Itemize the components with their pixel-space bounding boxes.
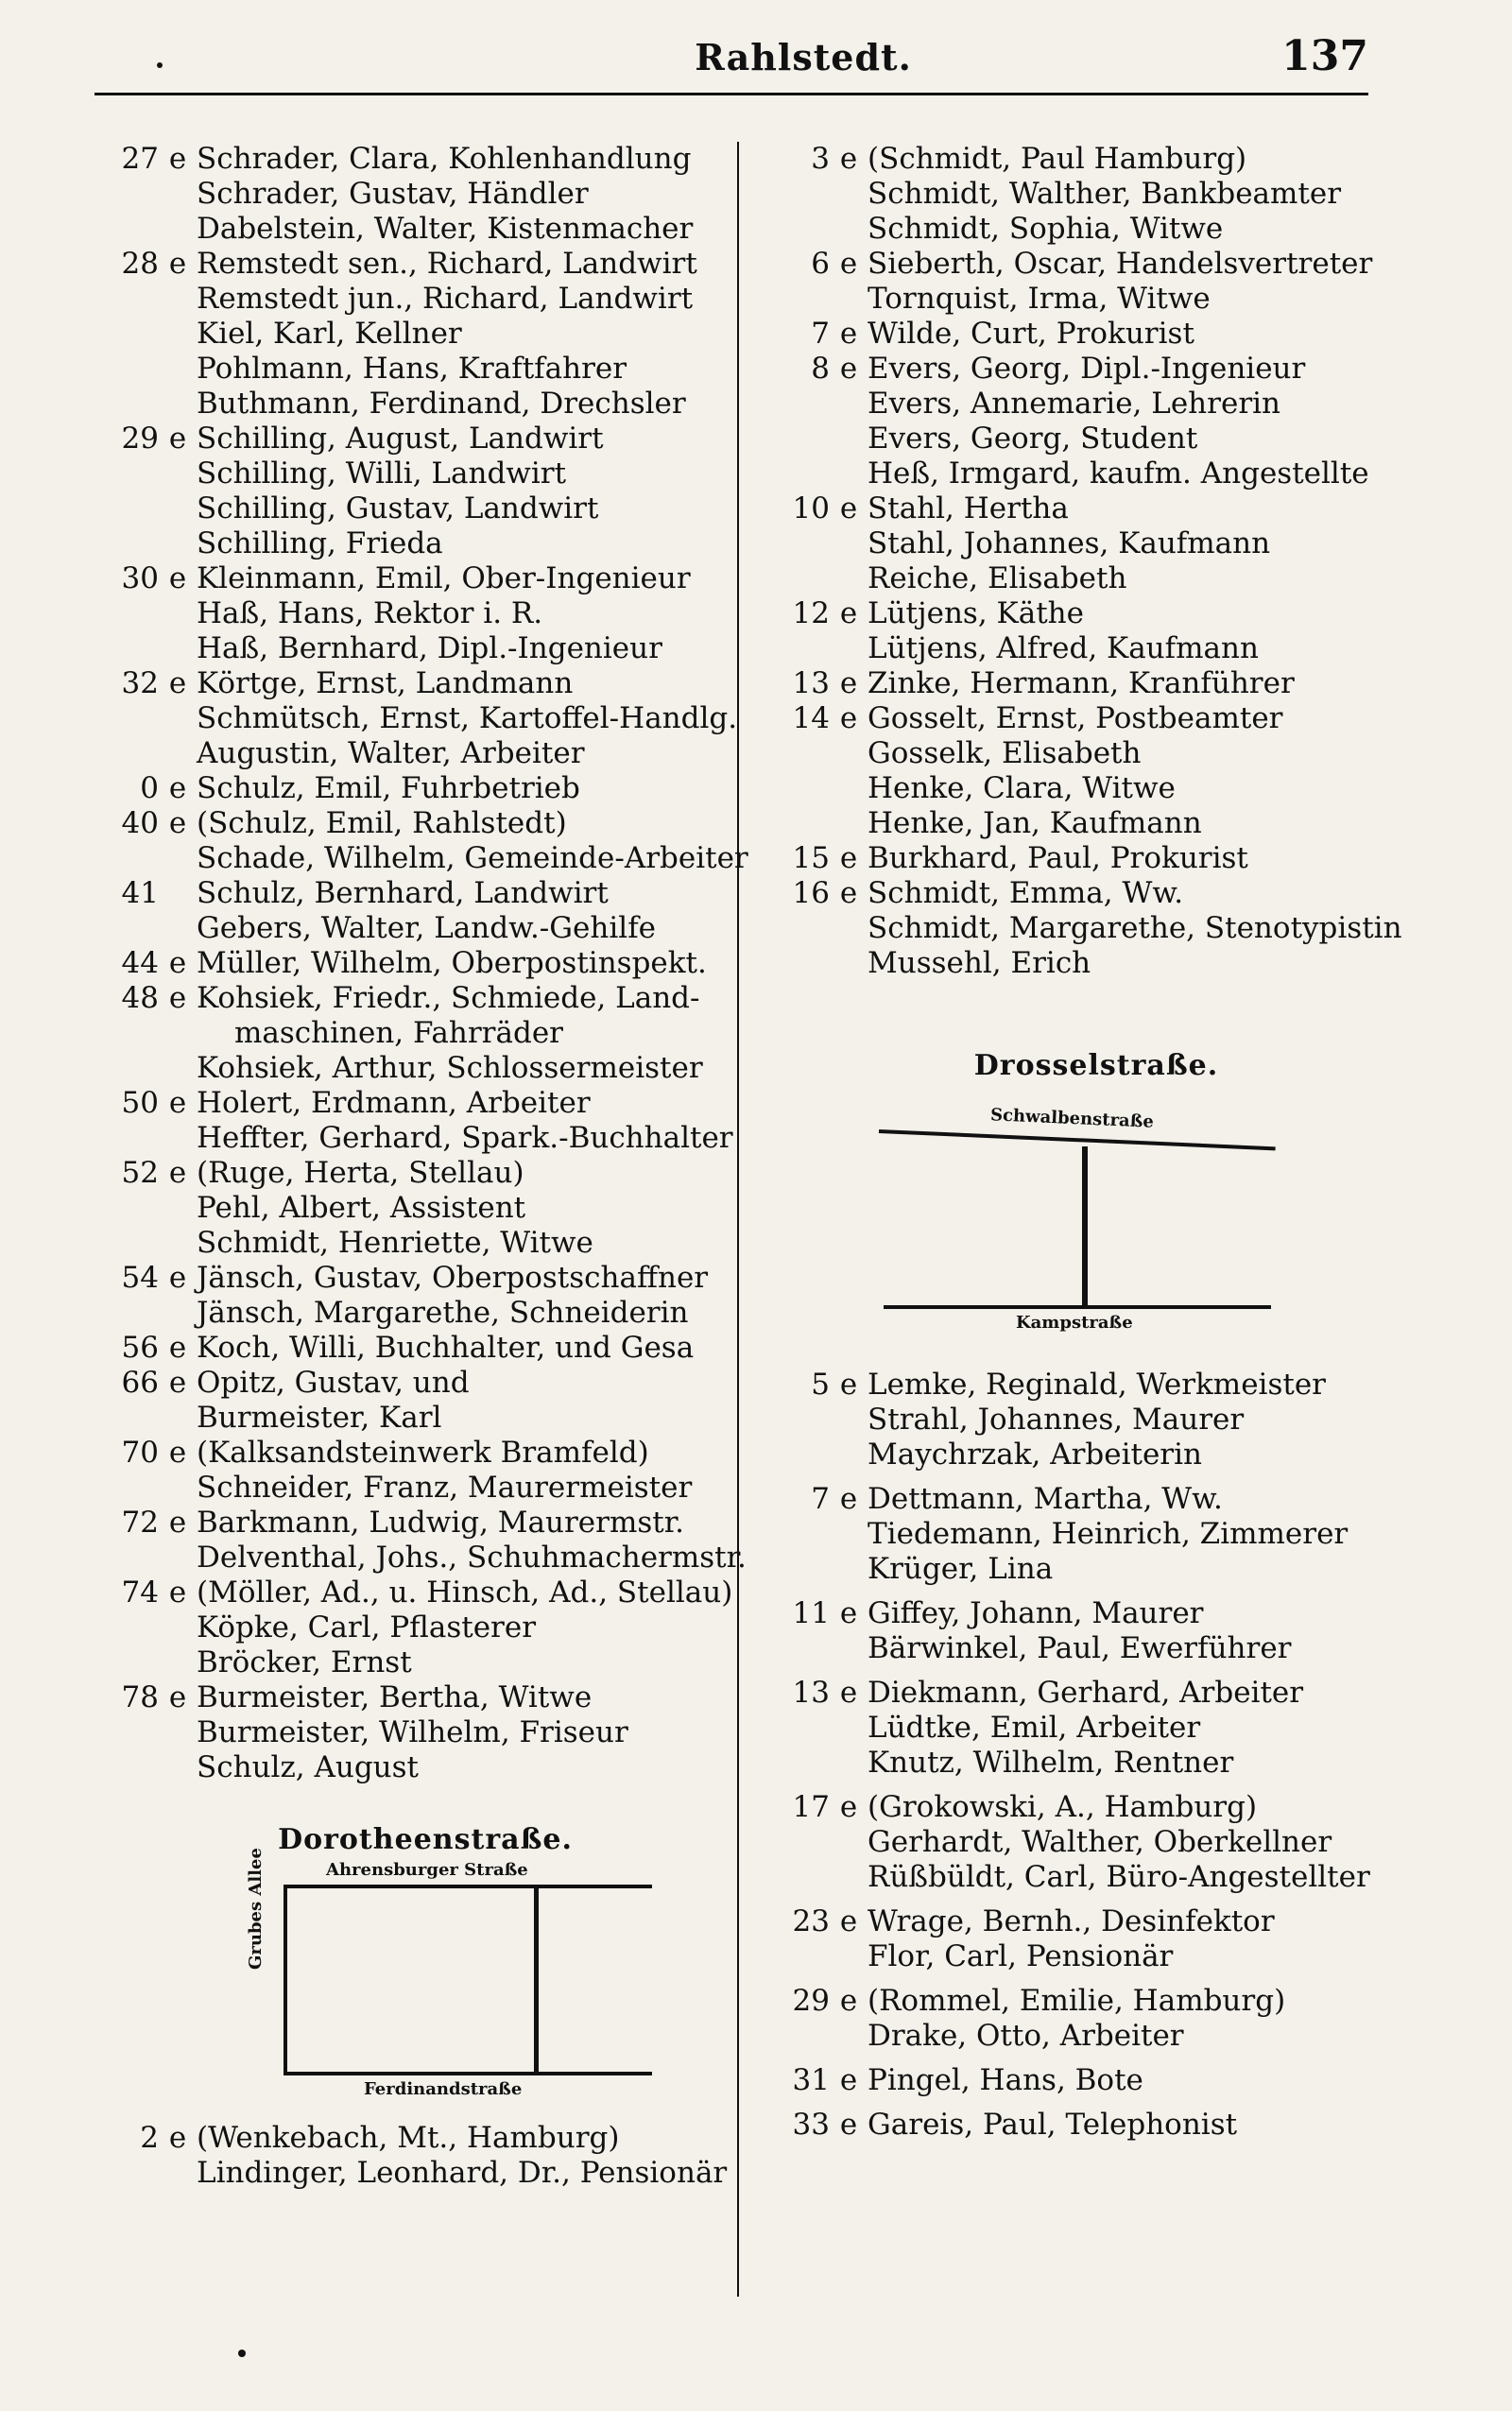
map-top-street-label: Schwalbenstraße xyxy=(989,1105,1155,1132)
resident-text: Rüßbüldt, Carl, Büro-Angestellter xyxy=(868,1860,1370,1894)
house-number: 13 xyxy=(792,1676,830,1710)
left-entry-list xyxy=(104,142,747,1785)
drossel-map xyxy=(775,1092,1418,1333)
directory-entry xyxy=(104,981,747,1016)
house-number: 48 xyxy=(121,981,159,1015)
owner-mark: e xyxy=(839,666,858,700)
house-number: 17 xyxy=(792,1790,830,1824)
house-number: 3 xyxy=(811,142,830,176)
directory-entry xyxy=(104,1261,747,1296)
resident-text: (Ruge, Herta, Stellau) xyxy=(197,1156,524,1190)
owner-mark: e xyxy=(168,1156,187,1190)
owner-mark: e xyxy=(839,596,858,630)
resident-text: Burmeister, Bertha, Witwe xyxy=(197,1680,593,1714)
house-number: 78 xyxy=(121,1680,159,1714)
resident-text: Delventhal, Johs., Schuhmachermstr. xyxy=(197,1541,747,1575)
resident-text: Schade, Wilhelm, Gemeinde-Arbeiter xyxy=(197,841,748,875)
resident-text: (Schulz, Emil, Rahlstedt) xyxy=(197,806,567,840)
resident-text: Pohlmann, Hans, Kraftfahrer xyxy=(197,352,627,386)
owner-mark: e xyxy=(168,1436,187,1470)
resident-text: Burkhard, Paul, Prokurist xyxy=(868,841,1248,875)
resident-text: (Möller, Ad., u. Hinsch, Ad., Stellau) xyxy=(197,1576,733,1610)
resident-text: Schrader, Gustav, Händler xyxy=(197,177,589,211)
entry-gap xyxy=(775,1587,1418,1596)
owner-mark: e xyxy=(168,561,187,595)
directory-entry xyxy=(104,1576,747,1610)
resident-text: Giffey, Johann, Maurer xyxy=(868,1596,1204,1630)
directory-entry xyxy=(775,2108,1418,2143)
directory-entry xyxy=(104,1645,747,1680)
directory-entry xyxy=(104,946,747,981)
directory-entry xyxy=(775,2019,1418,2054)
house-number: 52 xyxy=(121,1156,159,1190)
owner-mark: e xyxy=(168,1261,187,1295)
directory-entry xyxy=(775,1860,1418,1895)
resident-text: Remstedt jun., Richard, Landwirt xyxy=(197,282,694,316)
directory-entry xyxy=(104,2121,747,2156)
directory-entry xyxy=(104,1121,747,1156)
directory-entry xyxy=(104,526,747,561)
map-bottom-street-label: Kampstraße xyxy=(1016,1313,1133,1333)
dorotheen-heading: Dorotheenstraße. xyxy=(278,1823,573,1856)
directory-entry xyxy=(775,1746,1418,1781)
directory-entry xyxy=(104,631,747,666)
resident-text: Zinke, Hermann, Kranführer xyxy=(868,666,1295,700)
house-number: 14 xyxy=(792,701,830,735)
entry-gap xyxy=(775,1472,1418,1482)
map-top-street-line xyxy=(879,1129,1276,1150)
resident-text: Koch, Willi, Buchhalter, und Gesa xyxy=(197,1331,695,1365)
directory-entry xyxy=(104,1191,747,1226)
map-bottom-street-line xyxy=(884,1305,1271,1309)
owner-mark: e xyxy=(839,1790,858,1824)
resident-text: Evers, Georg, Student xyxy=(868,422,1198,456)
directory-entry xyxy=(775,1438,1418,1472)
resident-text: Jänsch, Gustav, Oberpostschaffner xyxy=(197,1261,709,1295)
entry-gap xyxy=(775,1781,1418,1790)
resident-text: Krüger, Lina xyxy=(868,1552,1054,1586)
directory-entry xyxy=(104,1226,747,1261)
resident-text: Schilling, Willi, Landwirt xyxy=(197,456,567,491)
owner-mark: e xyxy=(168,422,187,456)
owner-mark: e xyxy=(839,1368,858,1402)
resident-text: Schmidt, Walther, Bankbeamter xyxy=(868,177,1342,211)
resident-text: Körtge, Ernst, Landmann xyxy=(197,666,574,700)
resident-text: Tornquist, Irma, Witwe xyxy=(868,282,1211,316)
resident-text: Evers, Annemarie, Lehrerin xyxy=(868,387,1281,421)
directory-entry xyxy=(104,701,747,736)
directory-entry xyxy=(104,1296,747,1331)
directory-entry xyxy=(104,841,747,876)
directory-entry xyxy=(104,1051,747,1086)
resident-text: (Rommel, Emilie, Hamburg) xyxy=(868,1984,1286,2018)
resident-text: (Grokowski, A., Hamburg) xyxy=(868,1790,1258,1824)
directory-entry xyxy=(775,946,1418,981)
directory-entry xyxy=(775,1596,1418,1631)
owner-mark: e xyxy=(839,1596,858,1630)
resident-text: Gerhardt, Walther, Oberkellner xyxy=(868,1825,1332,1859)
directory-entry xyxy=(775,352,1418,387)
directory-entry xyxy=(104,736,747,771)
resident-text: Lüdtke, Emil, Arbeiter xyxy=(868,1711,1201,1745)
directory-entry xyxy=(104,212,747,247)
house-number: 16 xyxy=(792,876,830,910)
directory-entry xyxy=(775,666,1418,701)
owner-mark: e xyxy=(168,806,187,840)
house-number: 15 xyxy=(792,841,830,875)
map-left-street-label: Grubes Allee xyxy=(246,1848,266,1970)
directory-entry xyxy=(775,561,1418,596)
directory-entry xyxy=(775,1904,1418,1939)
directory-entry xyxy=(775,1368,1418,1403)
directory-entry xyxy=(775,911,1418,946)
directory-entry xyxy=(775,526,1418,561)
owner-mark: e xyxy=(839,1676,858,1710)
resident-text: Bärwinkel, Paul, Ewerführer xyxy=(868,1631,1292,1665)
resident-text: Schilling, Gustav, Landwirt xyxy=(197,491,599,525)
owner-mark: e xyxy=(839,1984,858,2018)
directory-entry xyxy=(775,1482,1418,1517)
directory-entry xyxy=(775,736,1418,771)
owner-mark: e xyxy=(168,1366,187,1400)
directory-entry xyxy=(775,456,1418,491)
resident-text: Strahl, Johannes, Maurer xyxy=(868,1403,1245,1437)
resident-text: Gebers, Walter, Landw.-Gehilfe xyxy=(197,911,657,945)
resident-text: Heß, Irmgard, kaufm. Angestellte xyxy=(868,456,1369,491)
owner-mark: e xyxy=(168,142,187,176)
house-number: 10 xyxy=(792,491,830,525)
directory-entry xyxy=(775,1825,1418,1860)
house-number: 66 xyxy=(121,1366,159,1400)
house-number: 7 xyxy=(811,1482,830,1516)
directory-entry xyxy=(104,1086,747,1121)
owner-mark: e xyxy=(168,1576,187,1610)
resident-text: Lütjens, Käthe xyxy=(868,596,1084,630)
resident-text: Sieberth, Oscar, Handelsvertreter xyxy=(868,247,1373,281)
directory-entry xyxy=(104,1156,747,1191)
resident-text: Kiel, Karl, Kellner xyxy=(197,317,462,351)
directory-entry xyxy=(775,1676,1418,1711)
directory-entry xyxy=(104,1541,747,1576)
resident-text: Diekmann, Gerhard, Arbeiter xyxy=(868,1676,1304,1710)
resident-text: Maychrzak, Arbeiterin xyxy=(868,1438,1203,1472)
directory-entry xyxy=(775,596,1418,631)
owner-mark: e xyxy=(839,2063,858,2097)
resident-text: Haß, Bernhard, Dipl.-Ingenieur xyxy=(197,631,662,665)
page-number: 137 xyxy=(1281,32,1368,80)
directory-entry xyxy=(775,422,1418,456)
house-number: 54 xyxy=(121,1261,159,1295)
dorotheen-entry-list xyxy=(104,2121,747,2191)
house-number: 74 xyxy=(121,1576,159,1610)
header-dot xyxy=(157,62,163,68)
directory-entry xyxy=(104,911,747,946)
directory-entry xyxy=(104,2156,747,2191)
entry-gap xyxy=(775,1666,1418,1676)
owner-mark: e xyxy=(839,142,858,176)
directory-entry xyxy=(104,1506,747,1541)
directory-entry xyxy=(104,142,747,177)
right-entry-list xyxy=(775,142,1418,981)
resident-text: Pingel, Hans, Bote xyxy=(868,2063,1143,2097)
house-number: 30 xyxy=(121,561,159,595)
house-number: 23 xyxy=(792,1904,830,1938)
owner-mark: e xyxy=(168,2121,187,2155)
house-number: 5 xyxy=(811,1368,830,1402)
directory-entry xyxy=(104,1366,747,1401)
resident-text: Haß, Hans, Rektor i. R. xyxy=(197,596,543,630)
resident-text: Tiedemann, Heinrich, Zimmerer xyxy=(868,1517,1349,1551)
resident-text: Augustin, Walter, Arbeiter xyxy=(197,736,585,770)
resident-text: Schulz, Bernhard, Landwirt xyxy=(197,876,609,910)
directory-entry xyxy=(104,282,747,317)
directory-entry xyxy=(104,1436,747,1471)
resident-text: Stahl, Johannes, Kaufmann xyxy=(868,526,1271,560)
resident-text: Kohsiek, Arthur, Schlossermeister xyxy=(197,1051,703,1085)
directory-entry xyxy=(775,387,1418,422)
house-number: 32 xyxy=(121,666,159,700)
owner-mark: e xyxy=(168,1506,187,1540)
resident-text: Drake, Otto, Arbeiter xyxy=(868,2019,1184,2053)
owner-mark: e xyxy=(168,1680,187,1714)
directory-entry xyxy=(104,177,747,212)
resident-text: Jänsch, Margarethe, Schneiderin xyxy=(197,1296,689,1330)
resident-text: Schmidt, Emma, Ww. xyxy=(868,876,1184,910)
page-header xyxy=(94,34,1368,91)
directory-entry xyxy=(775,841,1418,876)
drossel-entry-list xyxy=(775,1368,1418,2143)
directory-entry xyxy=(104,387,747,422)
directory-entry xyxy=(775,1517,1418,1552)
entry-gap xyxy=(775,2054,1418,2063)
directory-entry xyxy=(775,771,1418,806)
directory-entry xyxy=(775,212,1418,247)
directory-entry xyxy=(775,177,1418,212)
resident-text: Lütjens, Alfred, Kaufmann xyxy=(868,631,1259,665)
owner-mark: e xyxy=(839,2108,858,2142)
resident-text: Stahl, Hertha xyxy=(868,491,1069,525)
resident-text: Schulz, August xyxy=(197,1750,420,1784)
resident-text: Reiche, Elisabeth xyxy=(868,561,1127,595)
house-number: 31 xyxy=(792,2063,830,2097)
owner-mark: e xyxy=(168,946,187,980)
owner-mark: e xyxy=(839,876,858,910)
resident-text: Remstedt sen., Richard, Landwirt xyxy=(197,247,697,281)
directory-entry xyxy=(775,1711,1418,1746)
owner-mark: e xyxy=(839,1482,858,1516)
resident-text: Wrage, Bernh., Desinfektor xyxy=(868,1904,1275,1938)
owner-mark: e xyxy=(839,317,858,351)
drossel-heading: Drosselstraße. xyxy=(973,1049,1219,1082)
directory-entry xyxy=(104,456,747,491)
resident-text: Bröcker, Ernst xyxy=(197,1645,412,1679)
directory-entry xyxy=(775,142,1418,177)
map-top-street-label: Ahrensburger Straße xyxy=(326,1860,528,1880)
directory-entry xyxy=(775,491,1418,526)
directory-entry xyxy=(104,1680,747,1715)
house-number: 40 xyxy=(121,806,159,840)
resident-text: Barkmann, Ludwig, Maurermstr. xyxy=(197,1506,684,1540)
owner-mark: e xyxy=(839,352,858,386)
directory-entry xyxy=(104,666,747,701)
right-column xyxy=(775,142,1418,2143)
map-top-street-line xyxy=(284,1885,652,1888)
resident-text: Schmidt, Sophia, Witwe xyxy=(868,212,1224,246)
dorotheen-map xyxy=(104,1848,747,2099)
house-number: 70 xyxy=(121,1436,159,1470)
house-number: 0 xyxy=(140,771,159,805)
resident-text: Dabelstein, Walter, Kistenmacher xyxy=(197,212,694,246)
house-number: 33 xyxy=(792,2108,830,2142)
resident-text: Schulz, Emil, Fuhrbetrieb xyxy=(197,771,580,805)
resident-text: Burmeister, Karl xyxy=(197,1401,442,1435)
owner-mark: e xyxy=(168,1331,187,1365)
entry-gap xyxy=(775,1974,1418,1984)
running-title: Rahlstedt. xyxy=(695,36,912,78)
directory-entry xyxy=(775,1939,1418,1974)
directory-entry xyxy=(775,317,1418,352)
resident-text: Gosselk, Elisabeth xyxy=(868,736,1142,770)
directory-entry xyxy=(104,1610,747,1645)
house-number: 2 xyxy=(140,2121,159,2155)
house-number: 56 xyxy=(121,1331,159,1365)
resident-text: Wilde, Curt, Prokurist xyxy=(868,317,1194,351)
resident-text: Flor, Carl, Pensionär xyxy=(868,1939,1174,1973)
resident-text: Mussehl, Erich xyxy=(868,946,1091,980)
house-number: 13 xyxy=(792,666,830,700)
directory-entry xyxy=(775,701,1418,736)
resident-text: Gareis, Paul, Telephonist xyxy=(868,2108,1238,2142)
directory-entry xyxy=(104,1750,747,1785)
directory-entry xyxy=(104,491,747,526)
house-number: 11 xyxy=(792,1596,830,1630)
directory-entry xyxy=(104,596,747,631)
resident-text: Henke, Clara, Witwe xyxy=(868,771,1176,805)
directory-entry xyxy=(104,422,747,456)
owner-mark: e xyxy=(839,701,858,735)
directory-entry xyxy=(775,876,1418,911)
footer-bullet xyxy=(238,2350,246,2357)
house-number: 12 xyxy=(792,596,830,630)
resident-text: Buthmann, Ferdinand, Drechsler xyxy=(197,387,686,421)
resident-text: Knutz, Wilhelm, Rentner xyxy=(868,1746,1234,1780)
owner-mark: e xyxy=(168,981,187,1015)
resident-text: Henke, Jan, Kaufmann xyxy=(868,806,1202,840)
directory-entry xyxy=(104,1331,747,1366)
house-number: 6 xyxy=(811,247,830,281)
house-number: 8 xyxy=(811,352,830,386)
directory-entry xyxy=(775,1790,1418,1825)
directory-entry xyxy=(775,806,1418,841)
resident-text: Lindinger, Leonhard, Dr., Pensionär xyxy=(197,2156,728,2190)
resident-text: Schmütsch, Ernst, Kartoffel-Handlg. xyxy=(197,701,738,735)
resident-text: maschinen, Fahrräder xyxy=(234,1016,563,1050)
map-dorotheen-street-line xyxy=(534,1885,539,2074)
map-drossel-street-line xyxy=(1082,1146,1088,1307)
owner-mark: e xyxy=(839,841,858,875)
directory-entry xyxy=(775,1403,1418,1438)
directory-entry xyxy=(775,1631,1418,1666)
resident-text: Evers, Georg, Dipl.-Ingenieur xyxy=(868,352,1306,386)
house-number: 44 xyxy=(121,946,159,980)
resident-text: Schilling, Frieda xyxy=(197,526,443,560)
resident-text: Heffter, Gerhard, Spark.-Buchhalter xyxy=(197,1121,733,1155)
directory-entry xyxy=(104,771,747,806)
resident-text: Schmidt, Henriette, Witwe xyxy=(197,1226,593,1260)
resident-text: Kleinmann, Emil, Ober-Ingenieur xyxy=(197,561,691,595)
house-number: 41 xyxy=(121,876,159,910)
resident-text: (Wenkebach, Mt., Hamburg) xyxy=(197,2121,620,2155)
directory-entry xyxy=(104,1016,747,1051)
directory-entry xyxy=(775,247,1418,282)
resident-text: Holert, Erdmann, Arbeiter xyxy=(197,1086,591,1120)
house-number: 27 xyxy=(121,142,159,176)
resident-text: (Kalksandsteinwerk Bramfeld) xyxy=(197,1436,649,1470)
directory-entry xyxy=(104,317,747,352)
directory-entry xyxy=(104,561,747,596)
house-number: 29 xyxy=(792,1984,830,2018)
resident-text: Lemke, Reginald, Werkmeister xyxy=(868,1368,1326,1402)
header-rule xyxy=(94,93,1368,95)
directory-entry xyxy=(104,876,747,911)
directory-entry xyxy=(104,352,747,387)
resident-text: Schmidt, Margarethe, Stenotypistin xyxy=(868,911,1402,945)
house-number: 50 xyxy=(121,1086,159,1120)
owner-mark: e xyxy=(839,491,858,525)
owner-mark: e xyxy=(168,771,187,805)
map-left-street-line xyxy=(284,1885,287,2074)
map-bottom-street-line xyxy=(284,2072,652,2075)
directory-entry xyxy=(775,282,1418,317)
directory-entry xyxy=(104,806,747,841)
directory-entry xyxy=(104,1401,747,1436)
resident-text: Dettmann, Martha, Ww. xyxy=(868,1482,1223,1516)
directory-entry xyxy=(104,1715,747,1750)
house-number: 28 xyxy=(121,247,159,281)
resident-text: Gosselt, Ernst, Postbeamter xyxy=(868,701,1283,735)
directory-entry xyxy=(775,1984,1418,2019)
resident-text: Schilling, August, Landwirt xyxy=(197,422,604,456)
owner-mark: e xyxy=(168,666,187,700)
map-bottom-street-label: Ferdinandstraße xyxy=(364,2079,523,2099)
resident-text: Köpke, Carl, Pflasterer xyxy=(197,1610,537,1645)
resident-text: Opitz, Gustav, und xyxy=(197,1366,470,1400)
house-number: 72 xyxy=(121,1506,159,1540)
resident-text: Kohsiek, Friedr., Schmiede, Land- xyxy=(197,981,700,1015)
resident-text: Schneider, Franz, Maurermeister xyxy=(197,1471,693,1505)
owner-mark: e xyxy=(839,247,858,281)
entry-gap xyxy=(775,2098,1418,2108)
directory-entry xyxy=(775,2063,1418,2098)
resident-text: (Schmidt, Paul Hamburg) xyxy=(868,142,1247,176)
directory-entry xyxy=(104,1471,747,1506)
resident-text: Müller, Wilhelm, Oberpostinspekt. xyxy=(197,946,707,980)
house-number: 7 xyxy=(811,317,830,351)
directory-entry xyxy=(775,631,1418,666)
left-column xyxy=(104,142,747,2191)
resident-text: Burmeister, Wilhelm, Friseur xyxy=(197,1715,628,1749)
owner-mark: e xyxy=(168,1086,187,1120)
owner-mark: e xyxy=(168,247,187,281)
entry-gap xyxy=(775,1895,1418,1904)
directory-entry xyxy=(104,247,747,282)
resident-text: Schrader, Clara, Kohlenhandlung xyxy=(197,142,692,176)
house-number: 29 xyxy=(121,422,159,456)
owner-mark: e xyxy=(839,1904,858,1938)
directory-entry xyxy=(775,1552,1418,1587)
resident-text: Pehl, Albert, Assistent xyxy=(197,1191,526,1225)
